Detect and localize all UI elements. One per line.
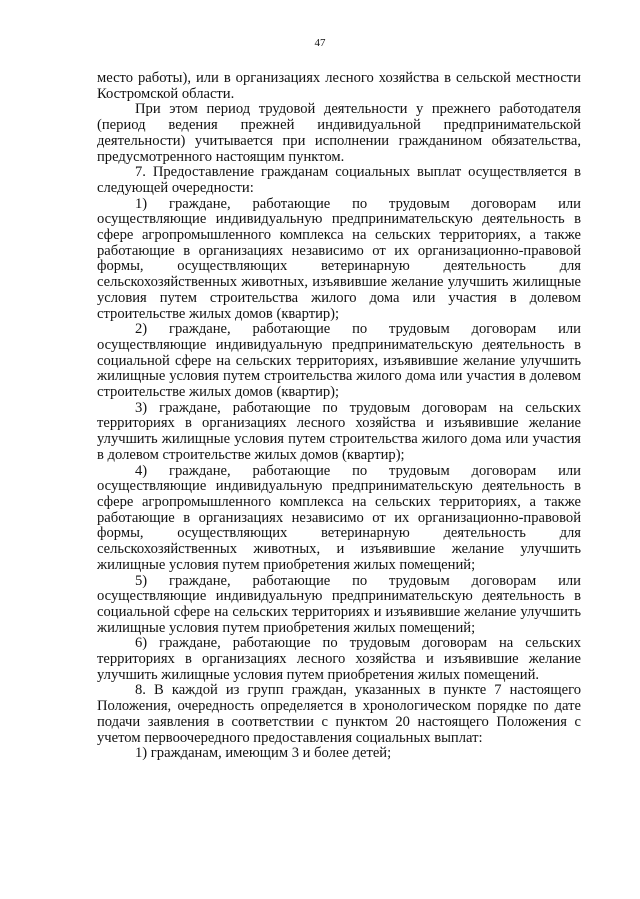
list-item-7-4: 4) граждане, работающие по трудовым договорам или осуществляющие индивидуальную предпринимательскую деятельность в сфере агропромышленного комплекса на сельских территориях, а также работающие в организациях независимо от их организационно-правовой формы, осуществляющих ветеринарную деятельность для сельскохозяйственных животных, и изъявившие желание улучшить жилищные условия путем приобретения жилых помещений; — [97, 462, 581, 573]
list-item-7-5: 5) граждане, работающие по трудовым договорам или осуществляющие индивидуальную предпринимательскую деятельность в социальной сфере на сельских территориях и изъявившие желание улучшить жилищные условия путем приобретения жилых помещений; — [97, 572, 581, 636]
page-number: 47 — [314, 37, 326, 49]
paragraph-item-8: 8. В каждой из групп граждан, указанных в пункте 7 настоящего Положения, очередность определяется в хронологическом порядке по дате подачи заявления в соответствии с пунктом 20 настоящего Положения с учетом первоочередного предоставления социальных выплат: — [97, 682, 581, 746]
list-item-8-1: 1) гражданам, имеющим 3 и более детей; — [135, 745, 392, 762]
paragraph-work-period: При этом период трудовой деятельности у прежнего работодателя (период ведения прежней индивидуальной предпринимательской деятельности) учитывается при исполнении гражданином обязательства, предусмотренного настоящим пунктом. — [97, 101, 581, 165]
list-item-7-3: 3) граждане, работающие по трудовым договорам на сельских территориях в организациях лесного хозяйства и изъявившие желание улучшить жилищные условия путем строительства жилого дома или участия в долевом строительстве жилых домов (квартир); — [97, 399, 581, 463]
document-body — [97, 71, 581, 762]
list-item-7-1: 1) граждане, работающие по трудовым договорам или осуществляющие индивидуальную предпринимательскую деятельность в сфере агропромышленного комплекса на сельских территориях, а также работающие в организациях независимо от их организационно-правовой формы, осуществляющих ветеринарную деятельность для сельскохозяйственных животных, изъявившие желание улучшить жилищные условия путем строительства жилого дома или участия в долевом строительстве жилых домов (квартир); — [97, 195, 581, 322]
list-item-7-2: 2) граждане, работающие по трудовым договорам или осуществляющие индивидуальную предпринимательскую деятельность в социальной сфере на сельских территориях, изъявившие желание улучшить жилищные условия путем строительства жилого дома или участия в долевом строительстве жилых домов (квартир); — [97, 321, 581, 401]
paragraph-continuation: место работы), или в организациях лесного хозяйства в сельской местности Костромской области. — [97, 70, 581, 102]
list-item-7-6: 6) граждане, работающие по трудовым договорам на сельских территориях в организациях лесного хозяйства и изъявившие желание улучшить жилищные условия путем приобретения жилых помещений. — [97, 635, 581, 683]
paragraph-item-7: 7. Предоставление гражданам социальных выплат осуществляется в следующей очередности: — [97, 164, 581, 196]
